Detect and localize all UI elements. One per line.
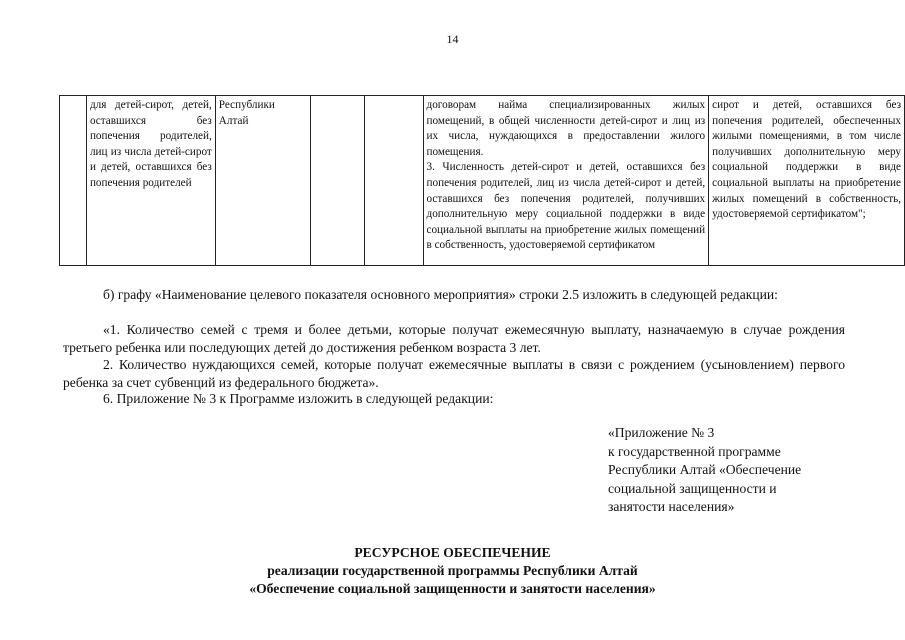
- section-subtitle: реализации государственной программы Республики Алтай: [267, 563, 638, 578]
- table-cell-result: сирот и детей, оставшихся без попечения родителей, обеспеченных жилыми помещениями, в том числе получивших дополнительную меру социальной поддержки в виде социальной выплаты на приобретение жилых помещений в собственность, удостоверяемой сертификатом";: [709, 96, 905, 266]
- table-cell-start: [310, 96, 364, 266]
- annex-line: Республики Алтай «Обеспечение: [608, 462, 802, 477]
- section-title: РЕСУРСНОЕ ОБЕСПЕЧЕНИЕ: [354, 545, 551, 560]
- annex-line: «Приложение № 3: [608, 425, 715, 440]
- annex-line: к государственной программе: [608, 443, 781, 459]
- table-cell-end: [364, 96, 423, 266]
- table-cell-indicator: [423, 96, 709, 266]
- page-number: 14: [446, 32, 459, 46]
- paragraph-item-2: 2. Количество нуждающихся семей, которые получат ежемесячные выплаты в связи с рождением (усыновлением) первого ребенка за счет субвенций из федерального бюджета».: [63, 357, 845, 390]
- paragraph-item-1: «1. Количество семей с тремя и более детьми, которые получат ежемесячную выплату, назначаемую в случае рождения третьего ребенка или последующих детей до достижения ребенком возраста 3 лет.: [63, 322, 845, 355]
- indicator-text-1: договорам найма специализированных жилых помещений, в общей численности детей-сирот и лиц из их числа, нуждающихся в предоставлении жилого помещения.: [426, 99, 706, 158]
- table-cell-target-group: для детей-сирот, детей, оставшихся без попечения родителей, лиц из числа детей-сирот и детей, оставшихся без попечения родителей: [86, 96, 215, 266]
- indicator-text-2: 3. Численность детей-сирот и детей, оставшихся без попечения родителей, лиц из числа детей-сирот и детей, оставшихся без попечения родителей, получивших дополнительную меру социальной поддержки в виде социальной выплаты на приобретение жилых помещений в собственность, удостоверяемой сертификатом: [426, 161, 706, 252]
- table-cell-number: [60, 96, 87, 266]
- annex-header: [608, 424, 801, 517]
- program-table-continuation: [59, 95, 905, 266]
- annex-line: занятости населения»: [608, 499, 735, 514]
- paragraph-b: б) графу «Наименование целевого показателя основного мероприятия» строки 2.5 изложить в следующей редакции:: [103, 287, 778, 302]
- annex-line: социальной защищенности и: [608, 480, 777, 496]
- table-row: [60, 96, 905, 266]
- section-subtitle: «Обеспечение социальной защищенности и занятости населения»: [249, 581, 656, 596]
- paragraph-item-6: 6. Приложение № 3 к Программе изложить в следующей редакции:: [103, 391, 494, 406]
- table-cell-executor: Республики Алтай: [215, 96, 310, 266]
